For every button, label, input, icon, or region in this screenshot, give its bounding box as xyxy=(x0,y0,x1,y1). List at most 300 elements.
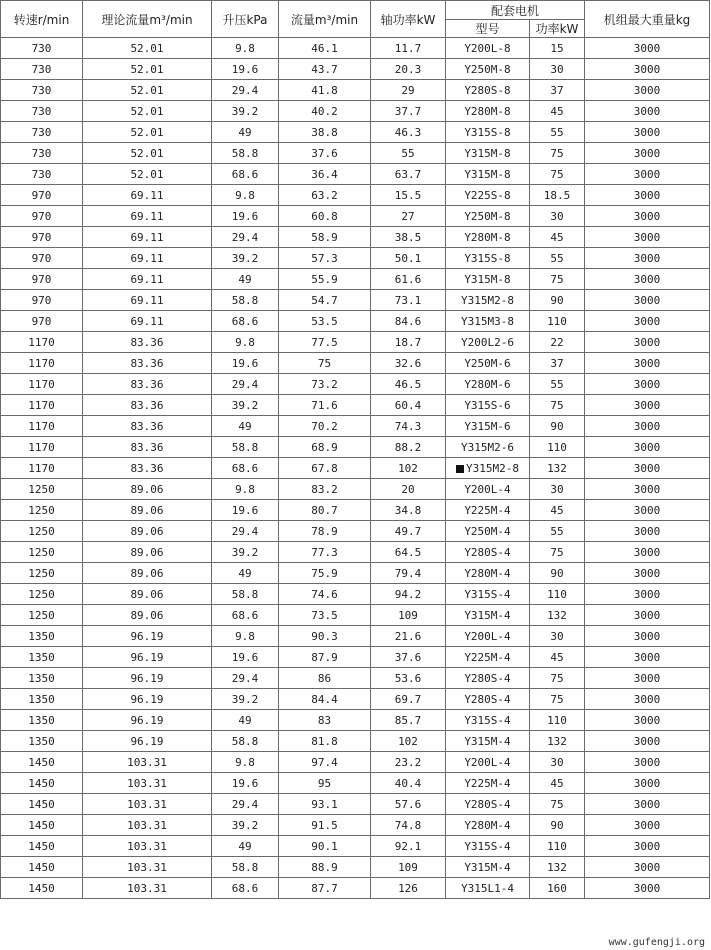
shaft-power-cell xyxy=(371,269,446,290)
table-row xyxy=(1,563,710,584)
theoretical-flow-cell xyxy=(83,857,212,878)
speed-cell xyxy=(1,626,83,647)
cell-text: 39.2 xyxy=(231,692,259,706)
motor-power-cell xyxy=(530,836,585,857)
cell-text: 3000 xyxy=(633,125,661,139)
max-weight-cell xyxy=(585,353,710,374)
model-cell xyxy=(446,80,530,101)
cell-text: 11.7 xyxy=(394,41,422,55)
cell-text: 49 xyxy=(238,566,252,580)
cell-text: 3000 xyxy=(633,818,661,832)
table-row xyxy=(1,857,710,878)
theoretical-flow-cell xyxy=(83,185,212,206)
theoretical-flow-cell xyxy=(83,101,212,122)
cell-text: 49 xyxy=(238,419,252,433)
motor-power-cell xyxy=(530,437,585,458)
flow-cell xyxy=(279,857,371,878)
cell-text: 90.3 xyxy=(311,629,338,643)
flow-cell xyxy=(279,794,371,815)
cell-text: 29.4 xyxy=(231,797,259,811)
cell-text: 30 xyxy=(550,482,564,496)
max-weight-cell xyxy=(585,731,710,752)
table-row xyxy=(1,458,710,479)
shaft-power-cell xyxy=(371,395,446,416)
flow-cell xyxy=(279,101,371,122)
model-cell xyxy=(446,815,530,836)
motor-power-cell xyxy=(530,332,585,353)
motor-power-cell xyxy=(530,269,585,290)
table-row xyxy=(1,668,710,689)
speed-cell xyxy=(1,248,83,269)
shaft-power-cell xyxy=(371,353,446,374)
pressure-cell xyxy=(212,710,279,731)
cell-text: 53.6 xyxy=(394,671,422,685)
cell-text: Y280M-8 xyxy=(464,104,511,118)
pressure-cell xyxy=(212,416,279,437)
cell-text: 20.3 xyxy=(394,62,422,76)
cell-text: 83.36 xyxy=(130,419,164,433)
motor-power-cell xyxy=(530,143,585,164)
pressure-cell xyxy=(212,248,279,269)
cell-text: 1450 xyxy=(28,776,55,790)
speed-cell xyxy=(1,521,83,542)
motor-power-cell xyxy=(530,479,585,500)
cell-text: 58.8 xyxy=(231,440,259,454)
pressure-cell xyxy=(212,290,279,311)
cell-text: 29 xyxy=(401,83,415,97)
shaft-power-cell xyxy=(371,311,446,332)
shaft-power-cell xyxy=(371,416,446,437)
cell-text: 61.6 xyxy=(394,272,422,286)
cell-text: 53.5 xyxy=(311,314,338,328)
shaft-power-cell xyxy=(371,164,446,185)
theoretical-flow-cell xyxy=(83,647,212,668)
table-row xyxy=(1,353,710,374)
cell-text: 70.2 xyxy=(311,419,338,433)
cell-text: 49 xyxy=(238,839,252,853)
cell-text: 730 xyxy=(31,41,52,55)
cell-text: 68.6 xyxy=(231,167,259,181)
speed-cell xyxy=(1,122,83,143)
cell-text: 63.2 xyxy=(311,188,338,202)
cell-text: 69.11 xyxy=(130,230,164,244)
cell-text: Y315S-8 xyxy=(464,251,511,265)
cell-text: Y315S-4 xyxy=(464,839,511,853)
table-header xyxy=(1,1,710,38)
cell-text: 3000 xyxy=(633,41,661,55)
cell-text: Y315M-8 xyxy=(464,167,511,181)
pressure-cell xyxy=(212,815,279,836)
cell-text: 970 xyxy=(31,230,52,244)
cell-text: Y225M-4 xyxy=(464,503,511,517)
motor-power-cell xyxy=(530,374,585,395)
theoretical-flow-cell xyxy=(83,248,212,269)
cell-text: Y200L-4 xyxy=(464,629,511,643)
cell-text: Y315M-4 xyxy=(464,608,511,622)
cell-text: 39.2 xyxy=(231,818,259,832)
cell-text: 30 xyxy=(550,62,564,76)
table-row xyxy=(1,521,710,542)
cell-text: 78.9 xyxy=(311,524,338,538)
shaft-power-cell xyxy=(371,59,446,80)
cell-text: 90 xyxy=(550,566,564,580)
cell-text: 1170 xyxy=(28,377,55,391)
model-cell xyxy=(446,248,530,269)
cell-text: 45 xyxy=(550,104,564,118)
cell-text: 3000 xyxy=(633,419,661,433)
pressure-cell xyxy=(212,206,279,227)
shaft-power-cell xyxy=(371,878,446,899)
cell-text: 68.6 xyxy=(231,608,259,622)
pressure-cell xyxy=(212,374,279,395)
max-weight-cell xyxy=(585,290,710,311)
cell-text: 970 xyxy=(31,251,52,265)
motor-power-cell xyxy=(530,815,585,836)
cell-text: 37.6 xyxy=(311,146,338,160)
model-cell xyxy=(446,59,530,80)
header-max-weight: 机组最大重量kg xyxy=(585,1,710,38)
table-row xyxy=(1,878,710,899)
theoretical-flow-cell xyxy=(83,80,212,101)
cell-text: 45 xyxy=(550,503,564,517)
cell-text: 132 xyxy=(547,734,567,748)
max-weight-cell xyxy=(585,836,710,857)
flow-cell xyxy=(279,59,371,80)
cell-text: 49 xyxy=(238,125,252,139)
cell-text: 37.6 xyxy=(394,650,422,664)
shaft-power-cell xyxy=(371,122,446,143)
cell-text: Y200L2-6 xyxy=(461,335,514,349)
cell-text: 77.3 xyxy=(311,545,338,559)
speed-cell xyxy=(1,311,83,332)
cell-text: 58.8 xyxy=(231,734,259,748)
cell-text: 19.6 xyxy=(231,503,259,517)
speed-cell xyxy=(1,353,83,374)
cell-text: 89.06 xyxy=(130,566,164,580)
cell-text: 55 xyxy=(550,125,564,139)
max-weight-cell xyxy=(585,143,710,164)
pressure-cell xyxy=(212,311,279,332)
cell-text: 55 xyxy=(550,524,564,538)
cell-text: 69.11 xyxy=(130,293,164,307)
header-pressure: 升压kPa xyxy=(212,1,279,38)
shaft-power-cell xyxy=(371,374,446,395)
cell-text: Y315S-6 xyxy=(464,398,511,412)
flow-cell xyxy=(279,185,371,206)
flow-cell xyxy=(279,542,371,563)
cell-text: 3000 xyxy=(633,692,661,706)
model-cell xyxy=(446,416,530,437)
cell-text: 69.11 xyxy=(130,209,164,223)
cell-text: Y280M-4 xyxy=(464,818,511,832)
cell-text: 1250 xyxy=(28,482,55,496)
cell-text: 77.5 xyxy=(311,335,338,349)
max-weight-cell xyxy=(585,416,710,437)
cell-text: 96.19 xyxy=(130,713,164,727)
cell-text: 68.6 xyxy=(231,461,259,475)
cell-text: 46.1 xyxy=(311,41,338,55)
cell-text: 15 xyxy=(550,41,564,55)
flow-cell xyxy=(279,206,371,227)
cell-text: 1450 xyxy=(28,797,55,811)
theoretical-flow-cell xyxy=(83,332,212,353)
cell-text: 49 xyxy=(238,713,252,727)
shaft-power-cell xyxy=(371,206,446,227)
shaft-power-cell xyxy=(371,794,446,815)
max-weight-cell xyxy=(585,563,710,584)
cell-text: Y280S-4 xyxy=(464,797,511,811)
shaft-power-cell xyxy=(371,710,446,731)
pressure-cell xyxy=(212,227,279,248)
cell-text: 3000 xyxy=(633,146,661,160)
cell-text: 89.06 xyxy=(130,587,164,601)
table-row xyxy=(1,122,710,143)
cell-text: Y200L-4 xyxy=(464,755,511,769)
cell-text: 52.01 xyxy=(130,104,164,118)
cell-text: 41.8 xyxy=(311,83,338,97)
cell-text: 37 xyxy=(550,83,564,97)
shaft-power-cell xyxy=(371,626,446,647)
cell-text: 19.6 xyxy=(231,776,259,790)
speed-cell xyxy=(1,395,83,416)
cell-text: 3000 xyxy=(633,356,661,370)
cell-text: 75.9 xyxy=(311,566,338,580)
flow-cell xyxy=(279,122,371,143)
cell-text: 69.11 xyxy=(130,314,164,328)
model-cell xyxy=(446,647,530,668)
model-cell xyxy=(446,164,530,185)
flow-cell xyxy=(279,416,371,437)
cell-text: 1170 xyxy=(28,398,55,412)
cell-text: 45 xyxy=(550,650,564,664)
header-theoretical-flow: 理论流量m³/min xyxy=(83,1,212,38)
cell-text: 92.1 xyxy=(394,839,422,853)
speed-cell xyxy=(1,290,83,311)
theoretical-flow-cell xyxy=(83,605,212,626)
cell-text: Y200L-4 xyxy=(464,482,511,496)
theoretical-flow-cell xyxy=(83,290,212,311)
speed-cell xyxy=(1,731,83,752)
cell-text: 87.7 xyxy=(311,881,338,895)
cell-text: 3000 xyxy=(633,629,661,643)
theoretical-flow-cell xyxy=(83,794,212,815)
header-model: 型号 xyxy=(446,20,530,38)
motor-power-cell xyxy=(530,563,585,584)
cell-text: 1250 xyxy=(28,566,55,580)
model-cell xyxy=(446,605,530,626)
cell-text: 9.8 xyxy=(235,188,255,202)
cell-text: 88.9 xyxy=(311,860,338,874)
theoretical-flow-cell xyxy=(83,731,212,752)
cell-text: 75 xyxy=(550,146,564,160)
cell-text: 3000 xyxy=(633,230,661,244)
cell-text: 36.4 xyxy=(311,167,338,181)
shaft-power-cell xyxy=(371,752,446,773)
shaft-power-cell xyxy=(371,521,446,542)
model-cell xyxy=(446,836,530,857)
watermark: www.gufengji.org xyxy=(608,937,705,948)
model-cell xyxy=(446,689,530,710)
cell-text: Y315M2-8 xyxy=(461,293,514,307)
motor-power-cell xyxy=(530,395,585,416)
cell-text: 19.6 xyxy=(231,650,259,664)
cell-text: Y280S-4 xyxy=(464,545,511,559)
pressure-cell xyxy=(212,668,279,689)
cell-text: 96.19 xyxy=(130,692,164,706)
max-weight-cell xyxy=(585,668,710,689)
cell-text: 3000 xyxy=(633,608,661,622)
table-row xyxy=(1,269,710,290)
header-flow: 流量m³/min xyxy=(279,1,371,38)
theoretical-flow-cell xyxy=(83,353,212,374)
theoretical-flow-cell xyxy=(83,752,212,773)
cell-text: 970 xyxy=(31,272,52,286)
cell-text: 970 xyxy=(31,293,52,307)
cell-text: 83.2 xyxy=(311,482,338,496)
theoretical-flow-cell xyxy=(83,878,212,899)
cell-text: 110 xyxy=(547,587,567,601)
table-row xyxy=(1,248,710,269)
pressure-cell xyxy=(212,563,279,584)
max-weight-cell xyxy=(585,500,710,521)
cell-text: Y315M-6 xyxy=(464,419,511,433)
flow-cell xyxy=(279,164,371,185)
cell-text: 29.4 xyxy=(231,230,259,244)
cell-text: 52.01 xyxy=(130,167,164,181)
model-cell xyxy=(446,38,530,59)
cell-text: 1450 xyxy=(28,818,55,832)
pressure-cell xyxy=(212,59,279,80)
cell-text: 90 xyxy=(550,818,564,832)
speed-cell xyxy=(1,38,83,59)
cell-text: 3000 xyxy=(633,482,661,496)
cell-text: 49 xyxy=(238,272,252,286)
speed-cell xyxy=(1,500,83,521)
cell-text: 3000 xyxy=(633,188,661,202)
motor-power-cell xyxy=(530,521,585,542)
cell-text: 88.2 xyxy=(394,440,422,454)
flow-cell xyxy=(279,437,371,458)
cell-text: 3000 xyxy=(633,839,661,853)
cell-text: 39.2 xyxy=(231,251,259,265)
table-row xyxy=(1,689,710,710)
max-weight-cell xyxy=(585,857,710,878)
motor-power-cell xyxy=(530,311,585,332)
max-weight-cell xyxy=(585,185,710,206)
cell-text: 69.11 xyxy=(130,188,164,202)
speed-cell xyxy=(1,332,83,353)
cell-text: 3000 xyxy=(633,209,661,223)
max-weight-cell xyxy=(585,815,710,836)
cell-text: 39.2 xyxy=(231,104,259,118)
cell-text: 18.7 xyxy=(394,335,422,349)
shaft-power-cell xyxy=(371,647,446,668)
motor-power-cell xyxy=(530,38,585,59)
model-cell xyxy=(446,710,530,731)
flow-cell xyxy=(279,563,371,584)
flow-cell xyxy=(279,731,371,752)
cell-text: 1450 xyxy=(28,839,55,853)
cell-text: 9.8 xyxy=(235,41,255,55)
flow-cell xyxy=(279,605,371,626)
cell-text: 730 xyxy=(31,167,52,181)
cell-text: 90 xyxy=(550,419,564,433)
cell-text: 3000 xyxy=(633,545,661,559)
pressure-cell xyxy=(212,605,279,626)
cell-text: 3000 xyxy=(633,461,661,475)
cell-text: 3000 xyxy=(633,377,661,391)
max-weight-cell xyxy=(585,227,710,248)
pressure-cell xyxy=(212,479,279,500)
cell-text: 110 xyxy=(547,839,567,853)
cell-text: 1250 xyxy=(28,608,55,622)
pressure-cell xyxy=(212,542,279,563)
cell-text: Y315M3-8 xyxy=(461,314,514,328)
shaft-power-cell xyxy=(371,458,446,479)
motor-power-cell xyxy=(530,857,585,878)
table-row xyxy=(1,605,710,626)
cell-text: 3000 xyxy=(633,650,661,664)
flow-cell xyxy=(279,815,371,836)
max-weight-cell xyxy=(585,542,710,563)
cell-text: 9.8 xyxy=(235,629,255,643)
table-row xyxy=(1,773,710,794)
motor-power-cell xyxy=(530,689,585,710)
shaft-power-cell xyxy=(371,731,446,752)
flow-cell xyxy=(279,500,371,521)
motor-power-cell xyxy=(530,605,585,626)
flow-cell xyxy=(279,353,371,374)
max-weight-cell xyxy=(585,164,710,185)
model-cell xyxy=(446,290,530,311)
max-weight-cell xyxy=(585,269,710,290)
speed-cell xyxy=(1,164,83,185)
theoretical-flow-cell xyxy=(83,437,212,458)
cell-text: 84.4 xyxy=(311,692,338,706)
table-row xyxy=(1,731,710,752)
pressure-cell xyxy=(212,143,279,164)
speed-cell xyxy=(1,710,83,731)
cell-text: 52.01 xyxy=(130,62,164,76)
cell-text: 90 xyxy=(550,293,564,307)
cell-text: 96.19 xyxy=(130,629,164,643)
cell-text: 19.6 xyxy=(231,356,259,370)
cell-text: 95 xyxy=(317,776,332,790)
cell-text: 3000 xyxy=(633,734,661,748)
model-cell xyxy=(446,794,530,815)
theoretical-flow-cell xyxy=(83,164,212,185)
cell-text: 126 xyxy=(398,881,418,895)
cell-text: 93.1 xyxy=(311,797,338,811)
cell-text: 87.9 xyxy=(311,650,338,664)
shaft-power-cell xyxy=(371,689,446,710)
cell-text: 75 xyxy=(317,356,332,370)
cell-text: Y250M-6 xyxy=(464,356,511,370)
motor-power-cell xyxy=(530,206,585,227)
max-weight-cell xyxy=(585,395,710,416)
cell-text: 55 xyxy=(401,146,415,160)
cell-text: 9.8 xyxy=(235,755,255,769)
table-row xyxy=(1,626,710,647)
cell-text: 96.19 xyxy=(130,671,164,685)
table-row xyxy=(1,500,710,521)
theoretical-flow-cell xyxy=(83,815,212,836)
theoretical-flow-cell xyxy=(83,773,212,794)
max-weight-cell xyxy=(585,773,710,794)
cell-text: 86 xyxy=(317,671,332,685)
cell-text: Y280S-8 xyxy=(464,83,511,97)
cell-text: 75 xyxy=(550,272,564,286)
